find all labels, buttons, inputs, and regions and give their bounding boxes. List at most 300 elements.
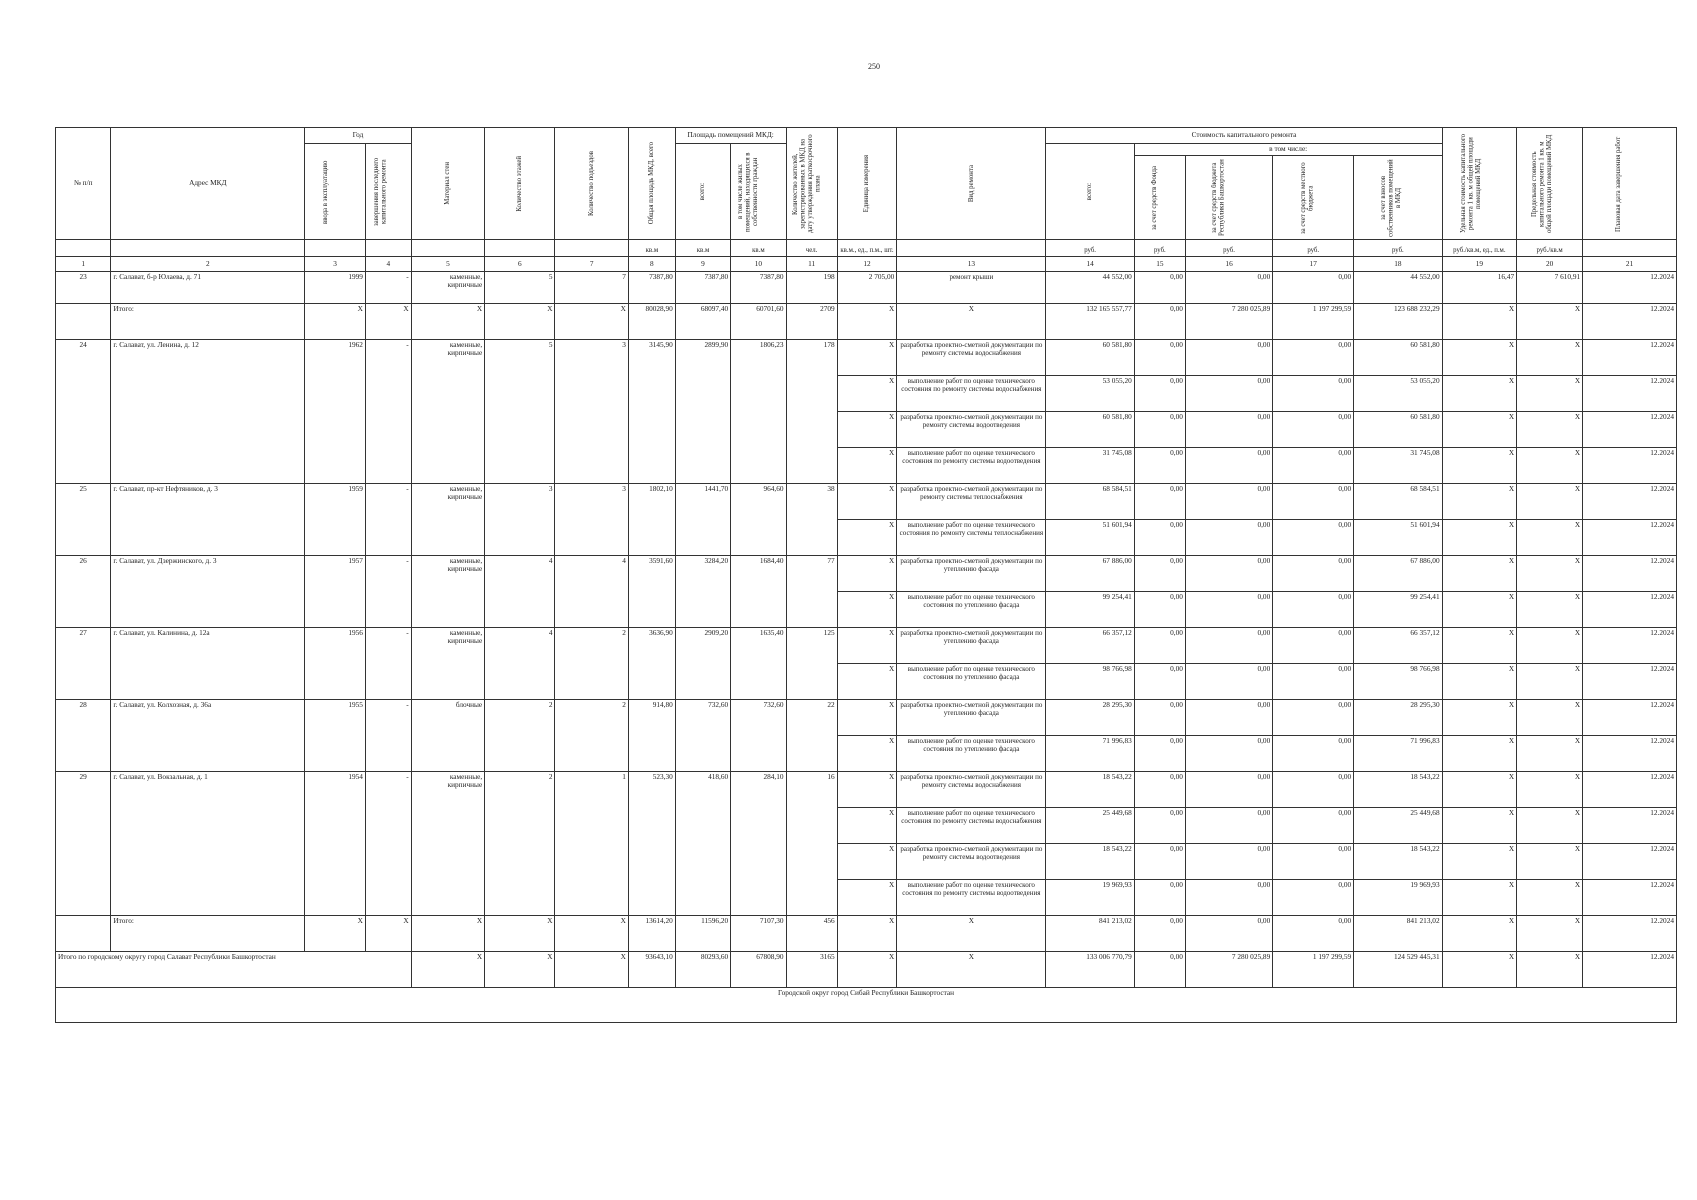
max-cost-cell: X <box>1517 664 1583 700</box>
cost-total-cell: 25 449,68 <box>1046 808 1134 844</box>
area-res-cell: 1684,40 <box>731 556 786 628</box>
page-number: 250 <box>868 62 880 71</box>
unit-cell: кв.м., ед., п.м., шт. <box>837 240 897 257</box>
unit-cell: X <box>837 808 897 844</box>
year-commission-cell: 1999 <box>305 272 366 304</box>
area-res-cell: 964,60 <box>731 484 786 556</box>
deadline-cell: 12.2024 <box>1583 272 1677 304</box>
address-cell: г. Салават, пр-кт Нефтяников, д. 3 <box>111 484 305 556</box>
unit-cell: руб. <box>1273 240 1354 257</box>
total-area-cell: 3636,90 <box>628 628 675 700</box>
unit-cell: руб. <box>1185 240 1272 257</box>
row-number: 26 <box>56 556 111 628</box>
unit-cell: кв.м <box>675 240 730 257</box>
owners-cell: 67 886,00 <box>1354 556 1442 592</box>
hdr-premises-group: Площадь помещений МКД: <box>675 128 786 144</box>
column-number-row <box>56 257 1677 272</box>
hdr-unit: Единица измерения <box>837 128 897 240</box>
column-number: 19 <box>1442 257 1517 272</box>
specific-cost-cell: X <box>1442 700 1517 736</box>
unit-cell: X <box>837 628 897 664</box>
municipal-cell: 0,00 <box>1273 592 1354 628</box>
municipal-cell: 0,00 <box>1273 772 1354 808</box>
unit-cell: кв.м <box>628 240 675 257</box>
specific-cost-cell: X <box>1442 808 1517 844</box>
wall-material-cell: каменные, кирпичные <box>411 272 484 304</box>
unit-cell: X <box>837 664 897 700</box>
hdr-max-cost: Предельная стоимость капитального ремонта 1 кв. м общей площади помещений МКД <box>1517 128 1583 240</box>
grand-total-cell: 124 529 445,31 <box>1354 952 1442 988</box>
specific-cost-cell: X <box>1442 412 1517 448</box>
column-number: 21 <box>1583 257 1677 272</box>
municipal-cell: 0,00 <box>1273 628 1354 664</box>
floors-cell: 4 <box>485 628 555 700</box>
max-cost-cell: X <box>1517 376 1583 412</box>
column-number: 3 <box>305 257 366 272</box>
specific-cost-cell: X <box>1442 880 1517 916</box>
cost-total-cell: 67 886,00 <box>1046 556 1134 592</box>
table-row <box>56 628 1677 664</box>
cost-total-cell: 18 543,22 <box>1046 772 1134 808</box>
republic-cell: 0,00 <box>1185 880 1272 916</box>
unit-cell: X <box>837 592 897 628</box>
residents-cell: 38 <box>786 484 837 556</box>
cost-total-cell: 99 254,41 <box>1046 592 1134 628</box>
republic-cell: 0,00 <box>1185 592 1272 628</box>
republic-cell: 0,00 <box>1185 700 1272 736</box>
capital-repair-table <box>55 127 1677 1023</box>
hdr-owners: за счет взносов собственников помещений в МКД <box>1354 156 1442 240</box>
subtotal-cell: 60701,60 <box>731 304 786 340</box>
grand-total-cell: 1 197 299,59 <box>1273 952 1354 988</box>
cost-total-cell: 98 766,98 <box>1046 664 1134 700</box>
column-number: 9 <box>675 257 730 272</box>
subtotal-cell: 123 688 232,29 <box>1354 304 1442 340</box>
owners-cell: 60 581,80 <box>1354 412 1442 448</box>
deadline-cell: 12.2024 <box>1583 412 1677 448</box>
subtotal-cell: X <box>305 916 366 952</box>
unit-cell: кв.м <box>731 240 786 257</box>
subtotal-cell: 841 213,02 <box>1046 916 1134 952</box>
hdr-year-commission: ввода в эксплуатацию <box>305 144 366 240</box>
row-number: 29 <box>56 772 111 916</box>
row-number <box>56 304 111 340</box>
work-type-cell: выполнение работ по оценке технического состояния по ремонту системы водоснабжения <box>897 376 1046 412</box>
max-cost-cell: X <box>1517 520 1583 556</box>
row-number <box>56 916 111 952</box>
hdr-floors: Количество этажей <box>485 128 555 240</box>
total-area-cell: 7387,80 <box>628 272 675 304</box>
work-type-cell: разработка проектно-сметной документации по ремонту системы водоснабжения <box>897 772 1046 808</box>
work-type-cell: разработка проектно-сметной документации по утеплению фасада <box>897 700 1046 736</box>
entrances-cell: 3 <box>555 340 628 484</box>
floors-cell: 4 <box>485 556 555 628</box>
cost-total-cell: 60 581,80 <box>1046 412 1134 448</box>
wall-material-cell: блочные <box>411 700 484 772</box>
floors-cell: 5 <box>485 272 555 304</box>
section-title: Городской округ город Сибай Республики Башкортостан <box>56 988 1677 1023</box>
municipal-cell: 0,00 <box>1273 484 1354 520</box>
hdr-residents: Количество жителей, зарегистрированных в МКД на дату утверждения краткосрочного плана <box>786 128 837 240</box>
municipal-cell: 0,00 <box>1273 272 1354 304</box>
wall-material-cell: каменные, кирпичные <box>411 628 484 700</box>
owners-cell: 31 745,08 <box>1354 448 1442 484</box>
fund-cell: 0,00 <box>1134 484 1185 520</box>
max-cost-cell: X <box>1517 772 1583 808</box>
deadline-cell: 12.2024 <box>1583 844 1677 880</box>
section-footer-row <box>56 988 1677 1023</box>
column-number: 14 <box>1046 257 1134 272</box>
subtotal-cell: 0,00 <box>1185 916 1272 952</box>
fund-cell: 0,00 <box>1134 412 1185 448</box>
year-last-cell: - <box>365 628 411 700</box>
hdr-fund: за счет средств Фонда <box>1134 156 1185 240</box>
max-cost-cell: X <box>1517 556 1583 592</box>
year-commission-cell: 1962 <box>305 340 366 484</box>
work-type-cell: разработка проектно-сметной документации по ремонту системы водоотведения <box>897 844 1046 880</box>
year-last-cell: - <box>365 340 411 484</box>
owners-cell: 28 295,30 <box>1354 700 1442 736</box>
grand-total-cell: X <box>1517 952 1583 988</box>
column-number: 11 <box>786 257 837 272</box>
fund-cell: 0,00 <box>1134 272 1185 304</box>
address-cell: г. Салават, ул. Вокзальная, д. 1 <box>111 772 305 916</box>
area-res-cell: 7387,80 <box>731 272 786 304</box>
grand-total-cell: 93643,10 <box>628 952 675 988</box>
fund-cell: 0,00 <box>1134 736 1185 772</box>
area-all-cell: 418,60 <box>675 772 730 916</box>
cost-total-cell: 18 543,22 <box>1046 844 1134 880</box>
column-number: 8 <box>628 257 675 272</box>
deadline-cell: 12.2024 <box>1583 772 1677 808</box>
municipal-cell: 0,00 <box>1273 412 1354 448</box>
total-area-cell: 914,80 <box>628 700 675 772</box>
max-cost-cell: X <box>1517 340 1583 376</box>
cost-total-cell: 66 357,12 <box>1046 628 1134 664</box>
cost-total-cell: 68 584,51 <box>1046 484 1134 520</box>
max-cost-cell: X <box>1517 880 1583 916</box>
subtotal-label: Итого: <box>111 916 305 952</box>
unit-cell: X <box>837 844 897 880</box>
work-type-cell: выполнение работ по оценке технического состояния по ремонту системы теплоснабжения <box>897 520 1046 556</box>
owners-cell: 19 969,93 <box>1354 880 1442 916</box>
subtotal-cell: X <box>365 304 411 340</box>
owners-cell: 53 055,20 <box>1354 376 1442 412</box>
work-type-cell: разработка проектно-сметной документации по утеплению фасада <box>897 628 1046 664</box>
subtotal-cell: X <box>411 304 484 340</box>
area-all-cell: 2909,20 <box>675 628 730 700</box>
subtotal-cell: 80028,90 <box>628 304 675 340</box>
year-last-cell: - <box>365 556 411 628</box>
unit-cell: X <box>837 304 897 340</box>
subtotal-cell: X <box>1517 304 1583 340</box>
table-row <box>56 340 1677 376</box>
republic-cell: 0,00 <box>1185 376 1272 412</box>
specific-cost-cell: X <box>1442 628 1517 664</box>
residents-cell: 198 <box>786 272 837 304</box>
specific-cost-cell: X <box>1442 772 1517 808</box>
year-last-cell: - <box>365 484 411 556</box>
grand-total-cell: X <box>485 952 555 988</box>
specific-cost-cell: X <box>1442 376 1517 412</box>
hdr-entrances: Количество подъездов <box>555 128 628 240</box>
hdr-republic: за счет средств бюджета Республики Башкортостан <box>1185 156 1272 240</box>
year-commission-cell: 1959 <box>305 484 366 556</box>
grand-total-cell: X <box>555 952 628 988</box>
fund-cell: 0,00 <box>1134 376 1185 412</box>
column-number: 18 <box>1354 257 1442 272</box>
unit-cell: руб./кв.м, ед., п.м. <box>1442 240 1517 257</box>
cost-total-cell: 44 552,00 <box>1046 272 1134 304</box>
unit-cell: X <box>837 484 897 520</box>
hdr-cost-group: Стоимость капитального ремонта <box>1046 128 1442 144</box>
year-commission-cell: 1957 <box>305 556 366 628</box>
column-number: 1 <box>56 257 111 272</box>
year-last-cell: - <box>365 772 411 916</box>
floors-cell: 2 <box>485 700 555 772</box>
hdr-deadline: Плановая дата завершения работ <box>1583 128 1677 240</box>
hdr-no: № п/п <box>56 128 111 240</box>
grand-total-cell: 7 280 025,89 <box>1185 952 1272 988</box>
owners-cell: 18 543,22 <box>1354 844 1442 880</box>
subtotal-cell: X <box>1517 916 1583 952</box>
year-last-cell: - <box>365 700 411 772</box>
area-res-cell: 1635,40 <box>731 628 786 700</box>
hdr-incl: в том числе: <box>1134 144 1442 156</box>
subtotal-cell: 7107,30 <box>731 916 786 952</box>
address-cell: г. Салават, ул. Ленина, д. 12 <box>111 340 305 484</box>
hdr-specific-cost: Удельная стоимость капитального ремонта 1 кв. м общей площади помещений МКД <box>1442 128 1517 240</box>
hdr-area-res: в том числе жилых помещений, находящихся в собственности граждан <box>731 144 786 240</box>
republic-cell: 0,00 <box>1185 448 1272 484</box>
row-number: 27 <box>56 628 111 700</box>
republic-cell: 0,00 <box>1185 484 1272 520</box>
owners-cell: 60 581,80 <box>1354 340 1442 376</box>
specific-cost-cell: X <box>1442 736 1517 772</box>
floors-cell: 2 <box>485 772 555 916</box>
fund-cell: 0,00 <box>1134 808 1185 844</box>
year-commission-cell: 1956 <box>305 628 366 700</box>
entrances-cell: 2 <box>555 700 628 772</box>
row-number: 23 <box>56 272 111 304</box>
republic-cell: 0,00 <box>1185 520 1272 556</box>
specific-cost-cell: X <box>1442 664 1517 700</box>
fund-cell: 0,00 <box>1134 340 1185 376</box>
municipal-cell: 0,00 <box>1273 736 1354 772</box>
entrances-cell: 3 <box>555 484 628 556</box>
hdr-year-group: Год <box>305 128 412 144</box>
column-number: 20 <box>1517 257 1583 272</box>
grand-total-cell: 80293,60 <box>675 952 730 988</box>
unit-cell: X <box>837 340 897 376</box>
municipal-cell: 0,00 <box>1273 664 1354 700</box>
wall-material-cell: каменные, кирпичные <box>411 556 484 628</box>
deadline-cell: 12.2024 <box>1583 484 1677 520</box>
entrances-cell: 1 <box>555 772 628 916</box>
area-all-cell: 7387,80 <box>675 272 730 304</box>
area-all-cell: 732,60 <box>675 700 730 772</box>
owners-cell: 99 254,41 <box>1354 592 1442 628</box>
unit-cell: X <box>837 520 897 556</box>
subtotal-cell: X <box>555 304 628 340</box>
wall-material-cell: каменные, кирпичные <box>411 340 484 484</box>
address-cell: г. Салават, ул. Калинина, д. 12а <box>111 628 305 700</box>
year-commission-cell: 1955 <box>305 700 366 772</box>
column-number: 13 <box>897 257 1046 272</box>
owners-cell: 44 552,00 <box>1354 272 1442 304</box>
max-cost-cell: X <box>1517 844 1583 880</box>
fund-cell: 0,00 <box>1134 448 1185 484</box>
hdr-year-last: завершения последнего капитального ремонта <box>365 144 411 240</box>
grand-total-cell: 3165 <box>786 952 837 988</box>
table-row <box>56 772 1677 808</box>
subtotal-cell: X <box>365 916 411 952</box>
hdr-cost-total: всего: <box>1046 144 1134 240</box>
republic-cell: 0,00 <box>1185 664 1272 700</box>
max-cost-cell: X <box>1517 412 1583 448</box>
subtotal-cell: 2709 <box>786 304 837 340</box>
column-number: 16 <box>1185 257 1272 272</box>
owners-cell: 66 357,12 <box>1354 628 1442 664</box>
subtotal-cell: X <box>485 916 555 952</box>
unit-cell: X <box>837 448 897 484</box>
municipal-cell: 0,00 <box>1273 808 1354 844</box>
subtotal-cell: 0,00 <box>1134 916 1185 952</box>
floors-cell: 3 <box>485 484 555 556</box>
work-type-cell: выполнение работ по оценке технического состояния по утеплению фасада <box>897 736 1046 772</box>
owners-cell: 68 584,51 <box>1354 484 1442 520</box>
address-cell: г. Салават, б-р Юлаева, д. 71 <box>111 272 305 304</box>
area-res-cell: 732,60 <box>731 700 786 772</box>
grand-total-cell: 133 006 770,79 <box>1046 952 1134 988</box>
wall-material-cell: каменные, кирпичные <box>411 484 484 556</box>
residents-cell: 125 <box>786 628 837 700</box>
specific-cost-cell: X <box>1442 340 1517 376</box>
residents-cell: 22 <box>786 700 837 772</box>
year-commission-cell: 1954 <box>305 772 366 916</box>
subtotal-cell: 68097,40 <box>675 304 730 340</box>
deadline-cell: 12.2024 <box>1583 628 1677 664</box>
subtotal-cell: 7 280 025,89 <box>1185 304 1272 340</box>
municipal-cell: 0,00 <box>1273 340 1354 376</box>
subtotal-cell: X <box>1442 304 1517 340</box>
deadline-cell: 12.2024 <box>1583 376 1677 412</box>
area-all-cell: 1441,70 <box>675 484 730 556</box>
max-cost-cell: 7 610,91 <box>1517 272 1583 304</box>
total-area-cell: 3591,60 <box>628 556 675 628</box>
fund-cell: 0,00 <box>1134 700 1185 736</box>
work-type-cell: выполнение работ по оценке технического состояния по ремонту системы водоснабжения <box>897 808 1046 844</box>
grand-total-cell: 67808,90 <box>731 952 786 988</box>
subtotal-cell: 456 <box>786 916 837 952</box>
subtotal-row <box>56 916 1677 952</box>
cost-total-cell: 28 295,30 <box>1046 700 1134 736</box>
owners-cell: 25 449,68 <box>1354 808 1442 844</box>
unit-cell: 2 705,00 <box>837 272 897 304</box>
republic-cell: 0,00 <box>1185 412 1272 448</box>
max-cost-cell: X <box>1517 628 1583 664</box>
municipal-cell: 0,00 <box>1273 520 1354 556</box>
unit-cell: X <box>837 880 897 916</box>
subtotal-cell: 132 165 557,77 <box>1046 304 1134 340</box>
subtotal-cell: 1 197 299,59 <box>1273 304 1354 340</box>
unit-cell: X <box>837 412 897 448</box>
republic-cell: 0,00 <box>1185 772 1272 808</box>
subtotal-label: Итого: <box>111 304 305 340</box>
hdr-municipal: за счет средств местного бюджета <box>1273 156 1354 240</box>
grand-total-row <box>56 952 1677 988</box>
subtotal-cell: 12.2024 <box>1583 916 1677 952</box>
fund-cell: 0,00 <box>1134 880 1185 916</box>
floors-cell: 5 <box>485 340 555 484</box>
entrances-cell: 7 <box>555 272 628 304</box>
column-number: 10 <box>731 257 786 272</box>
max-cost-cell: X <box>1517 700 1583 736</box>
wall-material-cell: каменные, кирпичные <box>411 772 484 916</box>
address-cell: г. Салават, ул. Дзержинского, д. 3 <box>111 556 305 628</box>
unit-cell: чел. <box>786 240 837 257</box>
deadline-cell: 12.2024 <box>1583 592 1677 628</box>
grand-total-label: Итого по городскому округу город Салават Республики Башкортостан <box>56 952 412 988</box>
fund-cell: 0,00 <box>1134 556 1185 592</box>
column-number: 15 <box>1134 257 1185 272</box>
specific-cost-cell: X <box>1442 484 1517 520</box>
table-row <box>56 272 1677 304</box>
deadline-cell: 12.2024 <box>1583 340 1677 376</box>
work-type-cell: ремонт крыши <box>897 272 1046 304</box>
work-type-cell: разработка проектно-сметной документации по ремонту системы водоснабжения <box>897 340 1046 376</box>
deadline-cell: 12.2024 <box>1583 520 1677 556</box>
republic-cell: 0,00 <box>1185 628 1272 664</box>
republic-cell: 0,00 <box>1185 556 1272 592</box>
subtotal-cell: X <box>305 304 366 340</box>
column-number: 12 <box>837 257 897 272</box>
max-cost-cell: X <box>1517 592 1583 628</box>
max-cost-cell: X <box>1517 448 1583 484</box>
unit-cell: X <box>837 556 897 592</box>
entrances-cell: 4 <box>555 556 628 628</box>
subtotal-cell: X <box>485 304 555 340</box>
specific-cost-cell: X <box>1442 448 1517 484</box>
grand-total-cell: X <box>1442 952 1517 988</box>
specific-cost-cell: X <box>1442 592 1517 628</box>
unit-cell: X <box>837 700 897 736</box>
hdr-address: Адрес МКД <box>111 128 305 240</box>
deadline-cell: 12.2024 <box>1583 808 1677 844</box>
subtotal-cell: 841 213,02 <box>1354 916 1442 952</box>
unit-cell: X <box>837 916 897 952</box>
municipal-cell: 0,00 <box>1273 880 1354 916</box>
fund-cell: 0,00 <box>1134 772 1185 808</box>
cost-total-cell: 71 996,83 <box>1046 736 1134 772</box>
owners-cell: 71 996,83 <box>1354 736 1442 772</box>
work-type-cell: выполнение работ по оценке технического состояния по утеплению фасада <box>897 592 1046 628</box>
max-cost-cell: X <box>1517 808 1583 844</box>
total-area-cell: 3145,90 <box>628 340 675 484</box>
cost-total-cell: 19 969,93 <box>1046 880 1134 916</box>
row-number: 24 <box>56 340 111 484</box>
municipal-cell: 0,00 <box>1273 700 1354 736</box>
work-type-cell: X <box>897 304 1046 340</box>
specific-cost-cell: X <box>1442 556 1517 592</box>
specific-cost-cell: 16,47 <box>1442 272 1517 304</box>
subtotal-cell: X <box>555 916 628 952</box>
column-number: 17 <box>1273 257 1354 272</box>
area-res-cell: 1806,23 <box>731 340 786 484</box>
residents-cell: 178 <box>786 340 837 484</box>
republic-cell: 0,00 <box>1185 272 1272 304</box>
table-body <box>56 272 1677 1023</box>
